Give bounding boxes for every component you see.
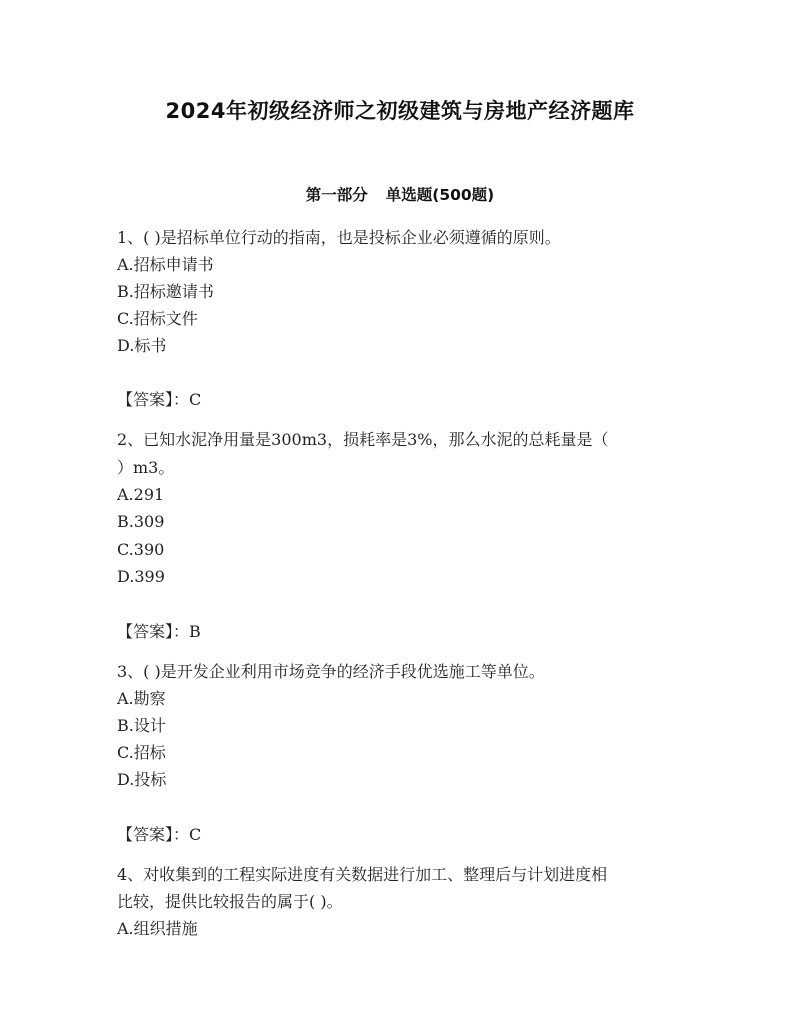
option: C.招标文件 [117, 309, 198, 328]
option: A.组织措施 [117, 919, 198, 938]
option: A.招标申请书 [117, 255, 214, 274]
question-stem: 3、( )是开发企业利用市场竞争的经济手段优选施工等单位。 [117, 662, 545, 681]
question-stem: 4、对收集到的工程实际进度有关数据进行加工、整理后与计划进度相 [117, 865, 608, 884]
option: C.390 [117, 540, 165, 559]
option: C.招标 [117, 743, 166, 762]
option: A.勘察 [117, 689, 166, 708]
answer: 【答案】：B [117, 622, 201, 641]
question-stem: 2、已知水泥净用量是300m3，损耗率是3%，那么水泥的总耗量是（ [117, 430, 609, 449]
option: D.投标 [117, 770, 167, 789]
option: D.标书 [117, 336, 167, 355]
section-part: 第一部分 [305, 186, 368, 204]
answer: 【答案】：C [117, 390, 202, 409]
question-stem-continued: 比较，提供比较报告的属于( )。 [117, 892, 343, 911]
option: B.309 [117, 512, 165, 531]
question-stem: 1、( )是招标单位行动的指南，也是投标企业必须遵循的原则。 [117, 228, 561, 247]
document-title: 2024年初级经济师之初级建筑与房地产经济题库 [165, 99, 635, 123]
answer: 【答案】：C [117, 825, 202, 844]
option: B.设计 [117, 716, 166, 735]
section-title: 单选题(500题) [385, 186, 495, 204]
option: A.291 [117, 485, 165, 504]
section-heading [0, 183, 800, 205]
question-stem-continued: ）m3。 [117, 458, 175, 477]
option: D.399 [117, 567, 165, 586]
option: B.招标邀请书 [117, 282, 214, 301]
